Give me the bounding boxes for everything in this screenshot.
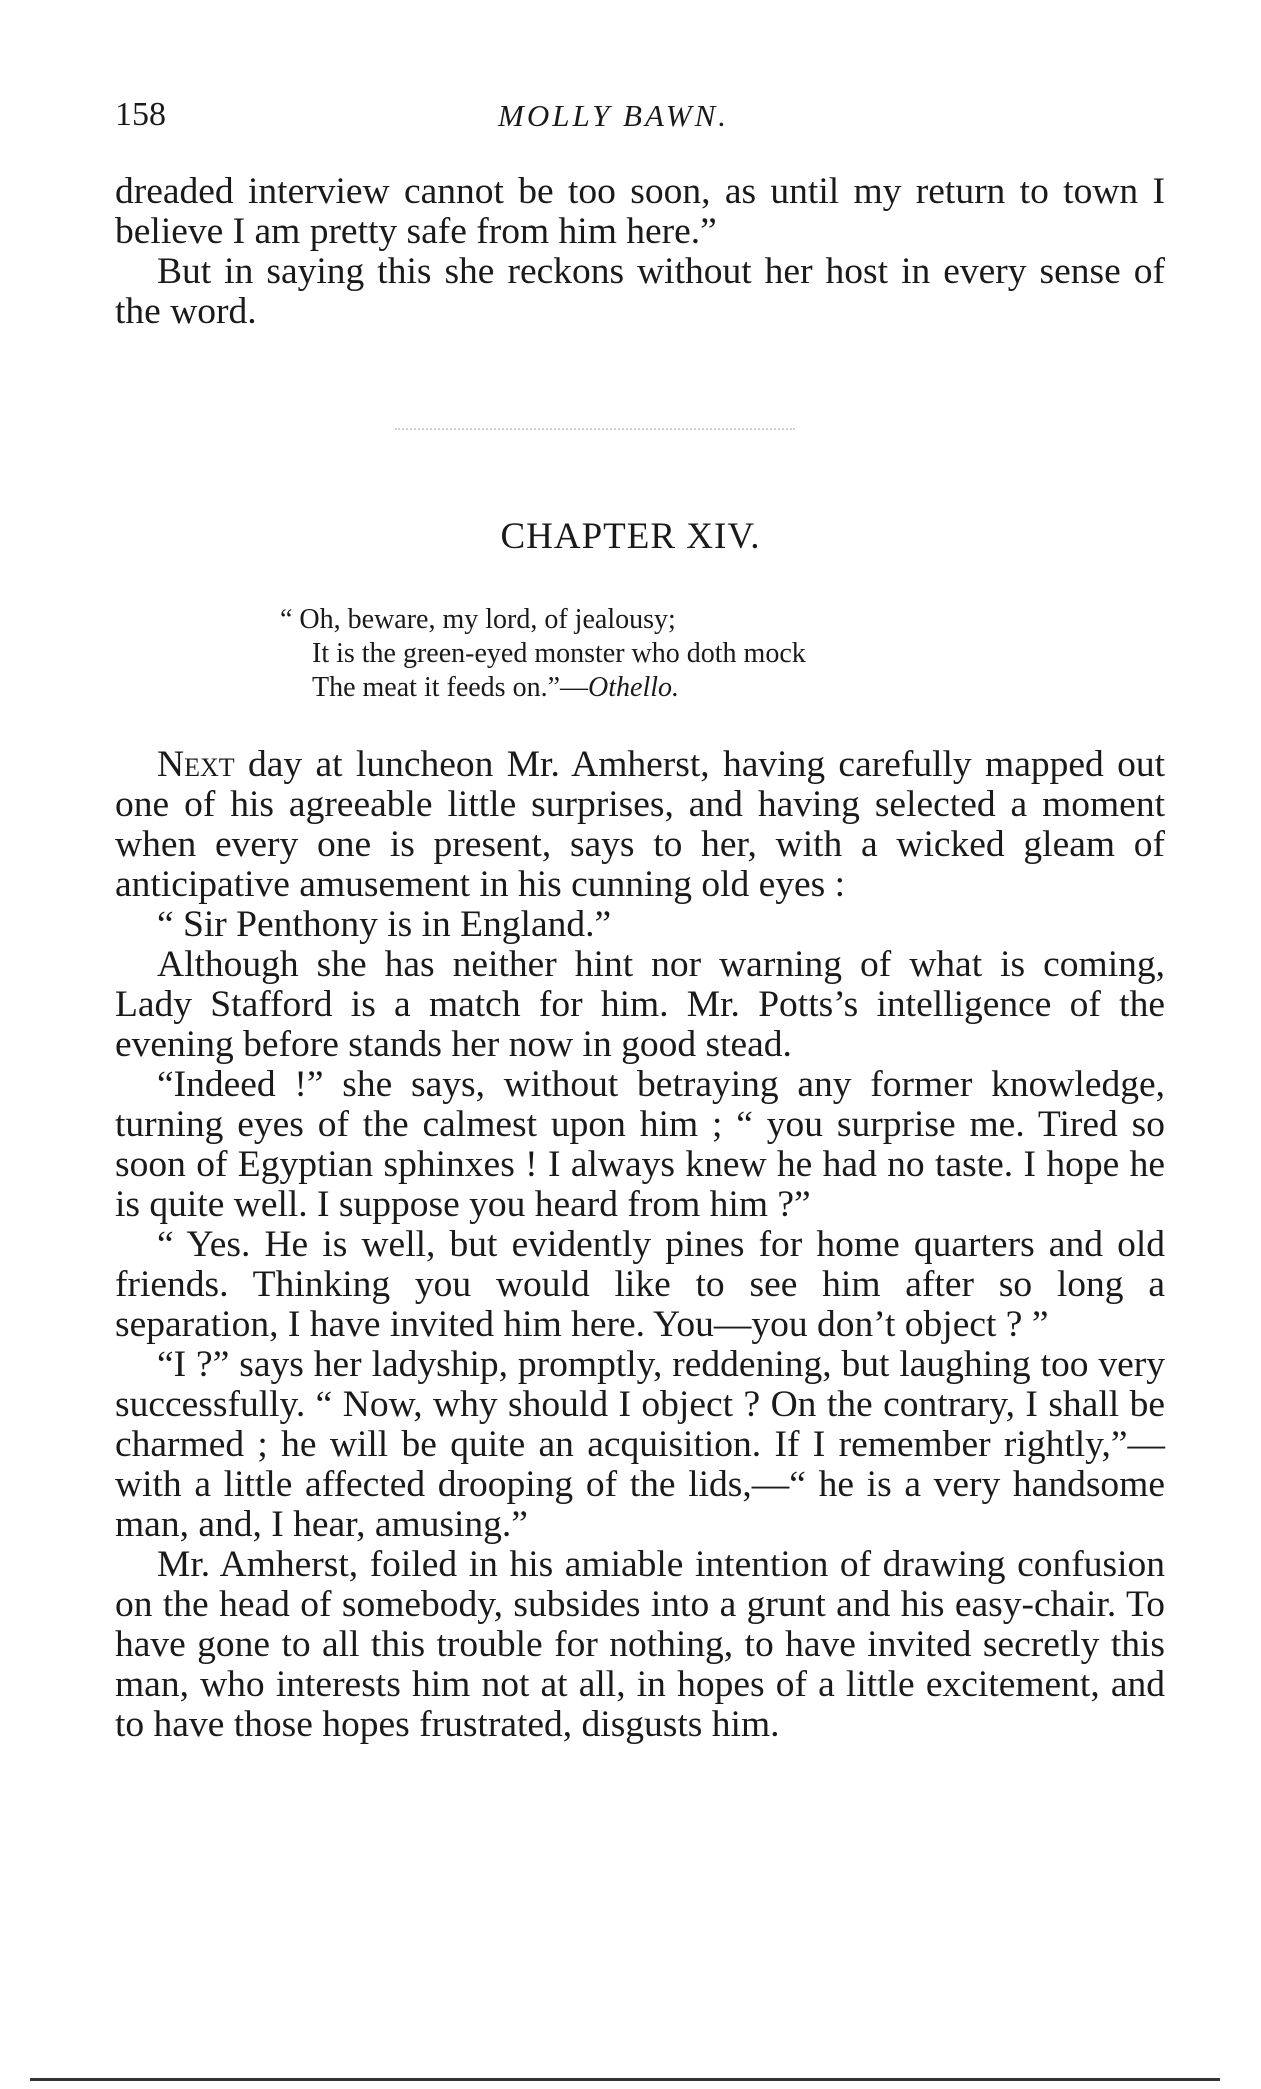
continued-text [115,172,1165,332]
paragraph: dreaded interview cannot be too soon, as until my return to town I believe I am pretty safe from him here.” [115,171,1165,252]
epigraph-line: “ Oh, beware, my lord, of jealousy; [280,604,676,635]
page-number: 158 [115,96,166,133]
epigraph-line: It is the green-eyed monster who doth mock [312,638,806,669]
epigraph-line-last [312,671,806,705]
epigraph [280,603,806,705]
page-header [115,96,1165,140]
opening-word: Next [157,744,235,785]
page-blemish [395,428,795,450]
paragraph: Mr. Amherst, foiled in his amiable intention of drawing confusion on the head of somebody, subsides into a grunt and his easy-chair. To have gone to all this trouble for nothing, to have invited secretly this man, who interests him not at all, in hopes of a little excitement, and to have those hopes frustrated, disgusts him. [115,1544,1165,1745]
paragraph: “ Yes. He is well, but evidently pines for home quarters and old friends. Thinking you would like to see him after so long a separation, I have invited him here. You—you don’t object ? ” [115,1224,1165,1345]
paragraph: Although she has neither hint nor warning of what is coming, Lady Stafford is a match for him. Mr. Potts’s intelligence of the evening before stands her now in good stead. [115,944,1165,1065]
opening-text: day at luncheon Mr. Amherst, having carefully mapped out one of his agreeable little surprises, and having selected a moment when every one is present, says to her, with a wicked gleam of anticipative amusement in his cunning old eyes : [115,744,1165,905]
running-title: MOLLY BAWN. [498,98,730,133]
bottom-rule [30,2078,1220,2081]
epigraph-attribution: Othello. [588,672,680,703]
paragraph: “I ?” says her ladyship, promptly, reddening, but laughing too very successfully. “ Now, why should I object ? On the contrary, I shall be charmed ; he will be quite an acquisition. If I remember rightly,”—with a little affected drooping of the lids,—“ he is a very handsome man, and, I hear, amusing.” [115,1344,1165,1545]
paragraph-opening [115,745,1165,905]
paragraph: “ Sir Penthony is in England.” [157,904,612,945]
chapter-heading: CHAPTER XIV. [500,516,761,557]
paragraph: But in saying this she reckons without her host in every sense of the word. [115,251,1165,332]
epigraph-line: The meat it feeds on.”— [312,672,589,703]
chapter-body [115,745,1165,1745]
paragraph: “Indeed !” she says, without betraying any former knowledge, turning eyes of the calmest upon him ; “ you surprise me. Tired so soon of Egyptian sphinxes ! I always knew he had no taste. I hope he is quite well. I suppose you heard from him ?” [115,1064,1165,1225]
